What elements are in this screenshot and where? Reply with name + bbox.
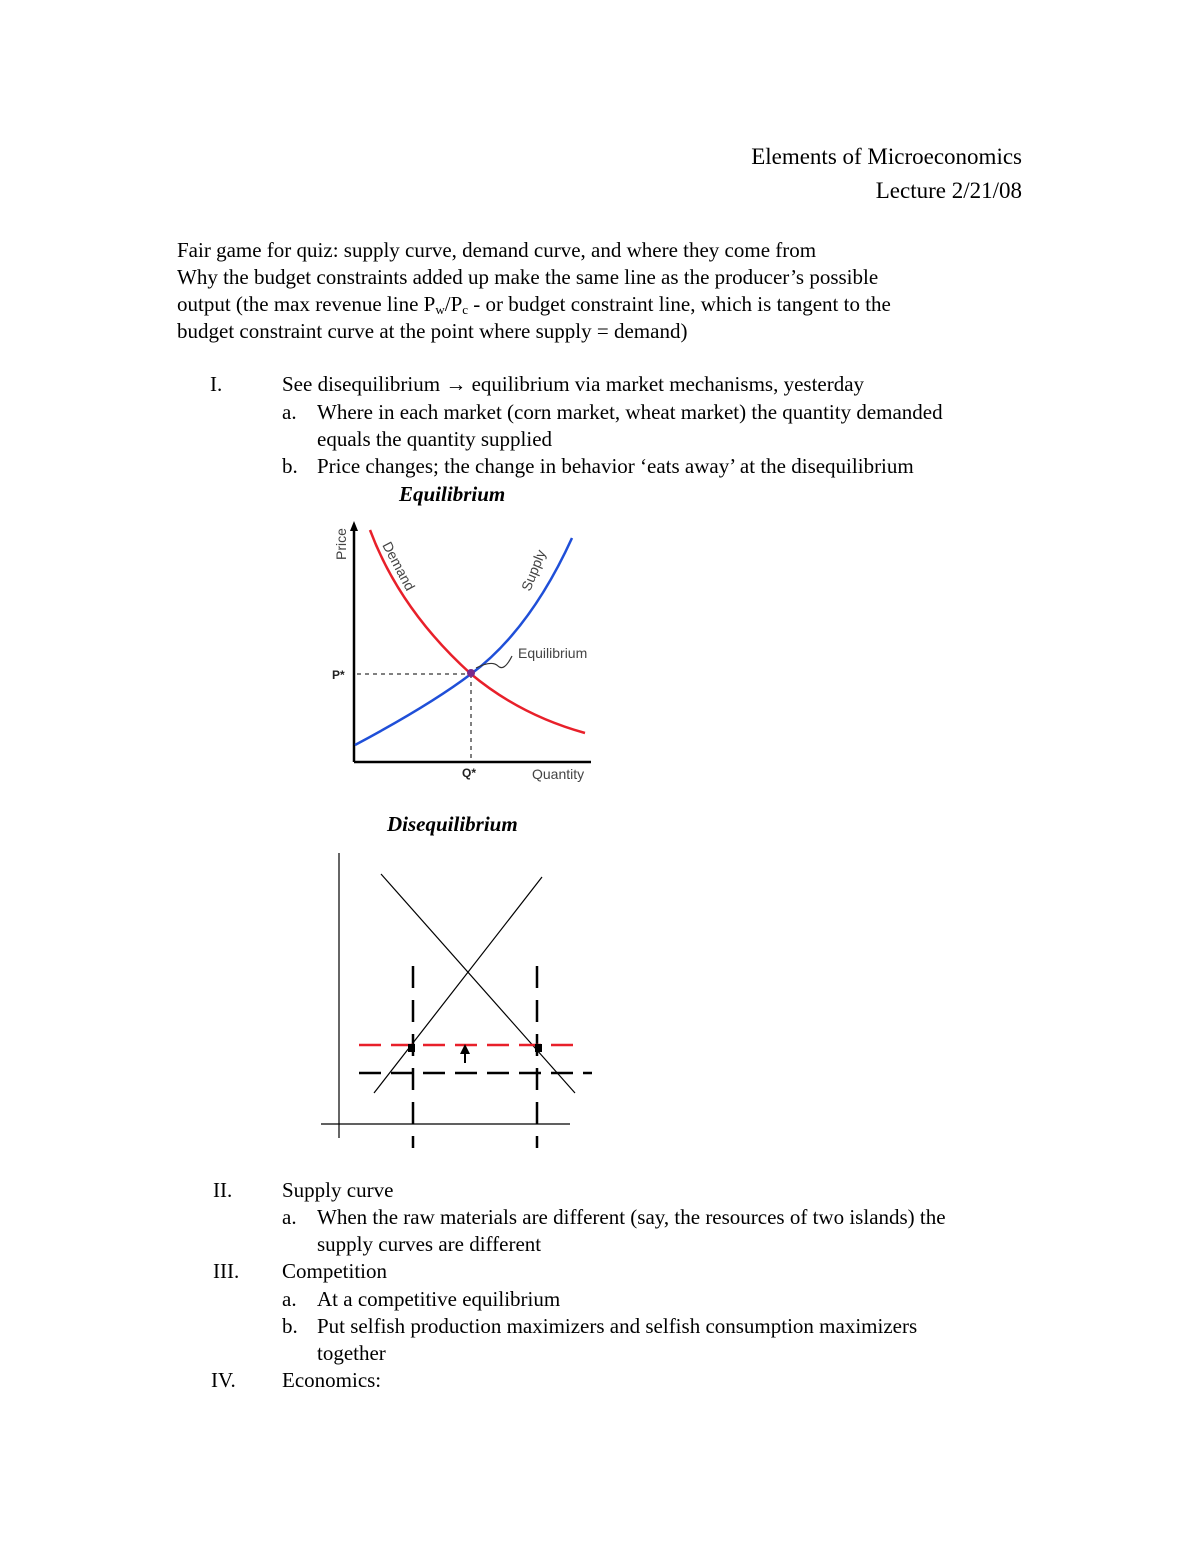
section-3-heading: Competition — [282, 1259, 387, 1283]
section-2a-line-2: supply curves are different — [317, 1232, 542, 1256]
section-1a-line-2: equals the quantity supplied — [317, 427, 553, 451]
section-1-heading: See disequilibrium → equilibrium via market mechanisms, yesterday — [282, 372, 865, 396]
supply-label: Supply — [517, 547, 549, 594]
intro-line-1: Fair game for quiz: supply curve, demand curve, and where they come from — [177, 238, 817, 262]
demand-label: Demand — [379, 538, 419, 594]
diseq-right-marker — [535, 1044, 542, 1052]
section-3b-line-1: Put selfish production maximizers and selfish consumption maximizers — [317, 1314, 918, 1338]
section-4-number: IV. — [211, 1368, 236, 1392]
section-2-heading: Supply curve — [282, 1178, 394, 1202]
y-axis-label: Price — [333, 528, 349, 560]
section-4-heading: Economics: — [282, 1368, 382, 1392]
equilibrium-figure-title: Equilibrium — [399, 482, 506, 506]
q-star-label: Q* — [462, 766, 477, 780]
diseq-left-marker — [408, 1044, 415, 1052]
section-3b-marker: b. — [282, 1314, 298, 1338]
section-1a-line-1: Where in each market (corn market, wheat market) the quantity demanded — [317, 400, 943, 424]
section-2a-marker: a. — [282, 1205, 297, 1229]
intro-line-3: output (the max revenue line $P_w/P_c$ - or budget constraint line, which is tangent to the — [177, 292, 891, 317]
section-1b-text: Price changes; the change in behavior ‘eats away’ at the disequilibrium — [317, 454, 914, 478]
equilibrium-label: Equilibrium — [518, 645, 588, 661]
disequilibrium-figure-title: Disequilibrium — [387, 812, 518, 836]
section-1b-marker: b. — [282, 454, 298, 478]
section-2a-line-1: When the raw materials are different (say, the resources of two islands) the — [317, 1205, 946, 1229]
diseq-demand-line — [381, 874, 575, 1093]
intro-line-4: budget constraint curve at the point where supply = demand) — [177, 319, 688, 343]
section-1a-marker: a. — [282, 400, 297, 424]
diseq-supply-line — [374, 877, 542, 1093]
document-title: Elements of Microeconomics — [751, 144, 1022, 169]
section-3a-marker: a. — [282, 1287, 297, 1311]
lecture-date: Lecture 2/21/08 — [875, 178, 1022, 203]
section-3b-line-2: together — [317, 1341, 386, 1365]
section-3a-text: At a competitive equilibrium — [317, 1287, 561, 1311]
section-3-number: III. — [213, 1259, 240, 1283]
section-2-number: II. — [213, 1178, 233, 1202]
intro-line-2: Why the budget constraints added up make the same line as the producer’s possible — [177, 265, 879, 289]
x-axis-label: Quantity — [532, 766, 585, 782]
p-star-label: P* — [332, 668, 345, 682]
section-1-number: I. — [210, 372, 223, 396]
